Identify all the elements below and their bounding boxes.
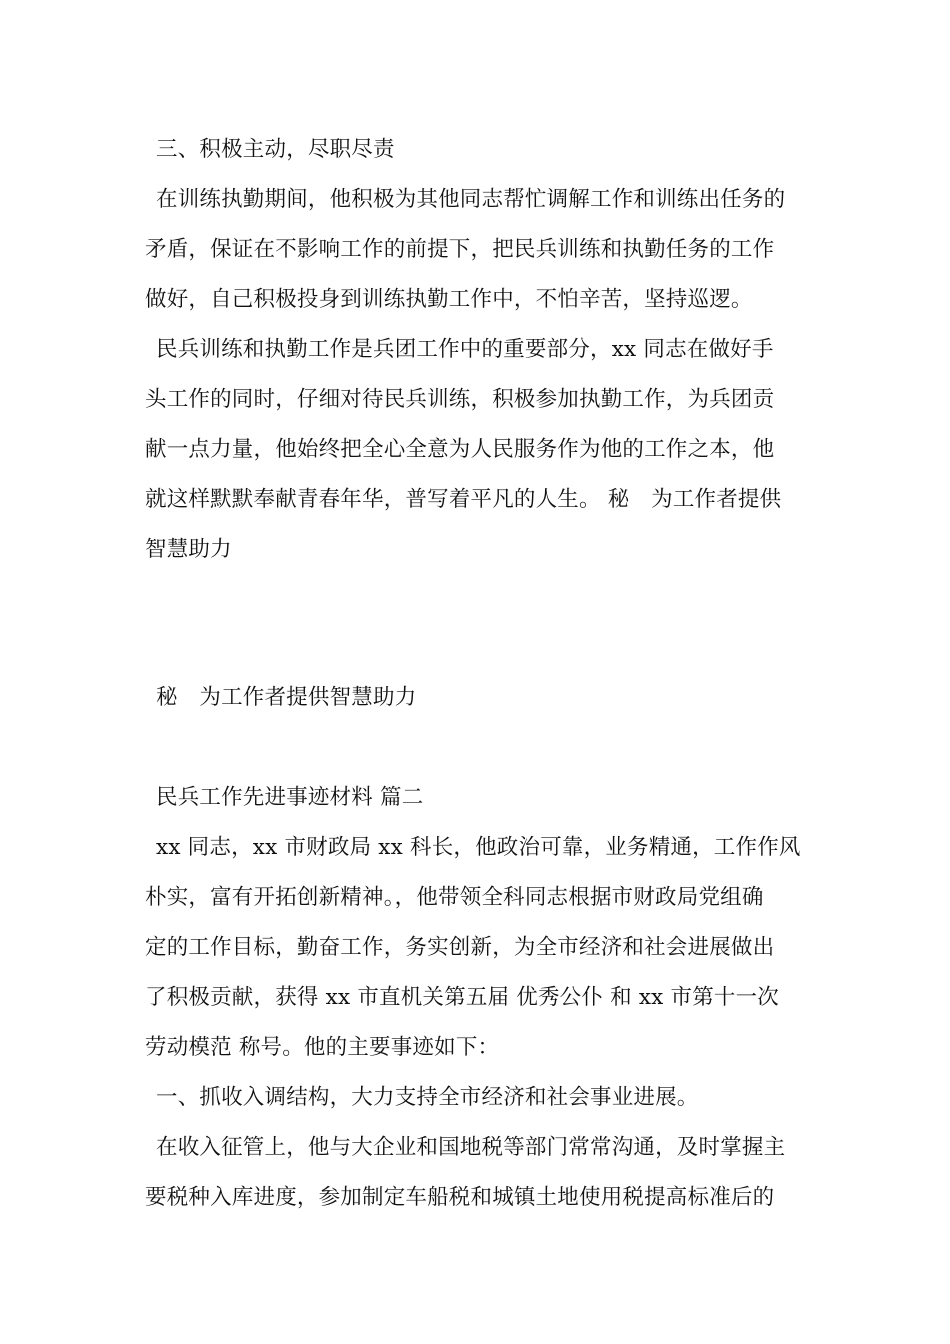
paragraph-line: xx 同志，xx 市财政局 xx 科长，他政治可靠，业务精通，工作作风 xyxy=(156,835,801,860)
paragraph-line: 朴实，富有开拓创新精神。，他带领全科同志根据市财政局党组确 xyxy=(145,885,764,910)
paragraph-line: 矛盾，保证在不影响工作的前提下，把民兵训练和执勤任务的工作 xyxy=(145,237,775,262)
paragraph-line: 献一点力量，他始终把全心全意为人民服务作为他的工作之本，他 xyxy=(145,437,775,462)
paragraph-line: 要税种入库进度，参加制定车船税和城镇土地使用税提高标准后的 xyxy=(145,1185,775,1210)
watermark-text: 秘 为工作者提供智慧助力 xyxy=(156,685,417,710)
paragraph-line: 做好，自己积极投身到训练执勤工作中，不怕辛苦，坚持巡逻。 xyxy=(145,287,753,312)
paragraph-line: 在训练执勤期间，他积极为其他同志帮忙调解工作和训练出任务的 xyxy=(156,187,786,212)
section-heading: 三、积极主动，尽职尽责 xyxy=(156,137,395,162)
paragraph-line: 了积极贡献，获得 xx 市直机关第五届 优秀公仆 和 xx 市第十一次 xyxy=(145,985,780,1010)
section-subheading: 一、抓收入调结构，大力支持全市经济和社会事业进展。 xyxy=(156,1085,699,1110)
paragraph-line: 民兵训练和执勤工作是兵团工作中的重要部分，xx 同志在做好手 xyxy=(156,337,774,362)
paragraph-line: 定的工作目标，勤奋工作，务实创新，为全市经济和社会进展做出 xyxy=(145,935,775,960)
paragraph-line: 在收入征管上，他与大企业和国地税等部门常常沟通，及时掌握主 xyxy=(156,1135,786,1160)
paragraph-line: 头工作的同时，仔细对待民兵训练，积极参加执勤工作，为兵团贡 xyxy=(145,387,775,412)
paragraph-line: 劳动模范 称号。他的主要事迹如下： xyxy=(145,1035,500,1060)
paragraph-line: 就这样默默奉献青春年华，普写着平凡的人生。 秘 为工作者提供 xyxy=(145,487,782,512)
paragraph-line: 智慧助力 xyxy=(145,537,232,562)
section-title: 民兵工作先进事迹材料 篇二 xyxy=(156,785,424,810)
